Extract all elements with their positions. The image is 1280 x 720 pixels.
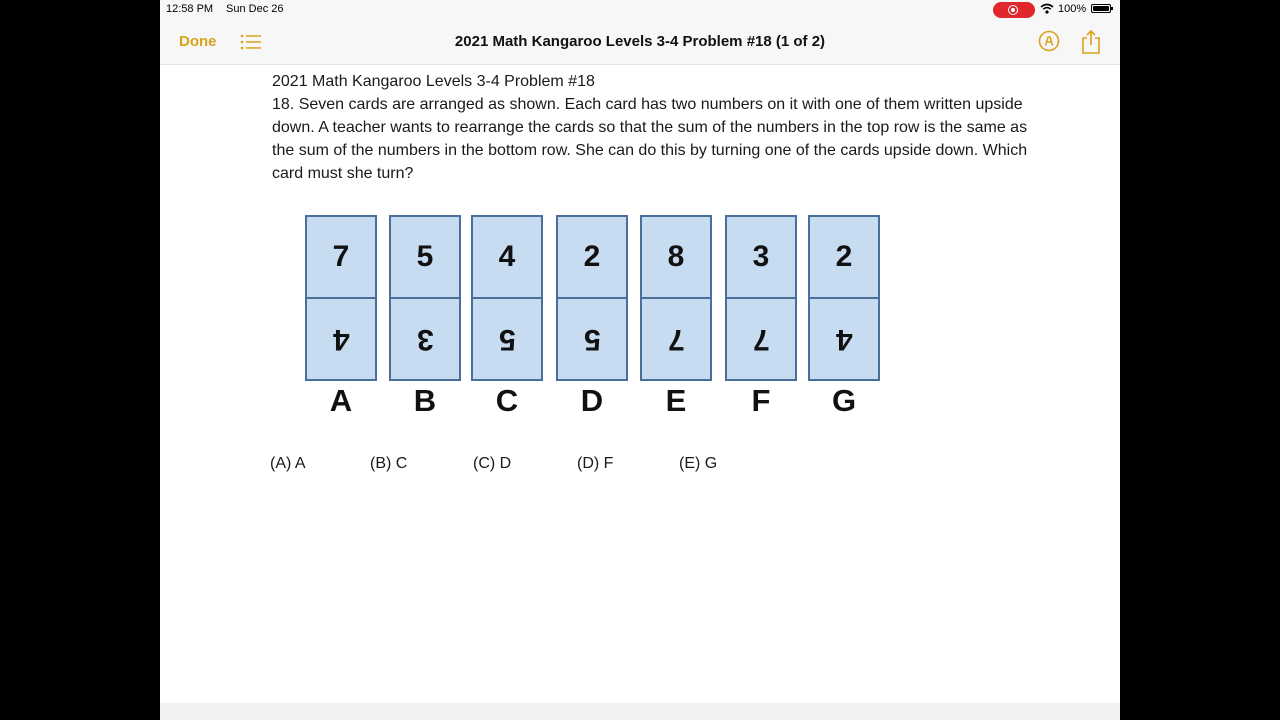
choice-c[interactable]: (C) D bbox=[473, 455, 512, 472]
battery-percentage: 100% bbox=[1058, 3, 1087, 15]
card-top-number: 7 bbox=[305, 215, 377, 299]
battery-icon bbox=[1091, 4, 1111, 13]
ipad-screen bbox=[160, 0, 1120, 720]
card-top-number: 3 bbox=[725, 215, 797, 299]
card-bottom-number bbox=[471, 297, 543, 381]
problem-question: 18. Seven cards are arranged as shown. Each card has two numbers on it with one of them written upside down. A teacher wants to rearrange the cards so that the sum of the numbers in the top row is the same as the sum of the numbers in the bottom row. She can do this by turning one of the cards upside down. Which card must she turn? bbox=[272, 96, 1028, 182]
upside-down-number: 7 bbox=[667, 323, 685, 356]
share-icon[interactable] bbox=[1080, 29, 1102, 60]
status-time: 12:58 PM bbox=[166, 3, 214, 15]
card-letter: C bbox=[495, 383, 519, 418]
card-bottom-number bbox=[640, 297, 712, 381]
upside-down-number: 3 bbox=[416, 323, 434, 356]
wifi-icon bbox=[1040, 3, 1054, 17]
choice-d[interactable]: (D) F bbox=[577, 455, 614, 472]
navigation-bar bbox=[160, 20, 1120, 65]
upside-down-number: 5 bbox=[498, 323, 516, 356]
home-indicator-area bbox=[160, 703, 1120, 720]
choice-a[interactable]: (A) A bbox=[270, 455, 306, 472]
status-date: Sun Dec 26 bbox=[226, 3, 284, 15]
problem-heading: 2021 Math Kangaroo Levels 3-4 Problem #18 bbox=[272, 73, 595, 90]
card-bottom-number bbox=[556, 297, 628, 381]
upside-down-number: 4 bbox=[332, 323, 350, 356]
card-letter: A bbox=[329, 383, 353, 418]
card-letter: B bbox=[413, 383, 437, 418]
upside-down-number: 4 bbox=[835, 323, 853, 356]
cards-figure bbox=[305, 213, 885, 423]
card-letter: E bbox=[665, 383, 687, 418]
card-top-number: 2 bbox=[556, 215, 628, 299]
status-bar bbox=[160, 0, 1120, 20]
markup-icon[interactable] bbox=[1038, 30, 1060, 57]
choice-b[interactable]: (B) C bbox=[370, 455, 408, 472]
document-page bbox=[272, 70, 1052, 185]
document-title: 2021 Math Kangaroo Levels 3-4 Problem #18 (1 of 2) bbox=[454, 33, 826, 50]
card-letter: G bbox=[831, 383, 857, 418]
card-top-number: 4 bbox=[471, 215, 543, 299]
screen-recording-icon[interactable] bbox=[993, 2, 1035, 18]
card-bottom-number bbox=[389, 297, 461, 381]
done-button[interactable]: Done bbox=[179, 33, 217, 50]
upside-down-number: 7 bbox=[752, 323, 770, 356]
card-bottom-number bbox=[305, 297, 377, 381]
card-bottom-number bbox=[808, 297, 880, 381]
choice-e[interactable]: (E) G bbox=[679, 455, 718, 472]
card-top-number: 8 bbox=[640, 215, 712, 299]
card-top-number: 2 bbox=[808, 215, 880, 299]
upside-down-number: 5 bbox=[583, 323, 601, 356]
card-letter: F bbox=[751, 383, 771, 418]
card-top-number: 5 bbox=[389, 215, 461, 299]
card-letter: D bbox=[580, 383, 604, 418]
card-bottom-number bbox=[725, 297, 797, 381]
